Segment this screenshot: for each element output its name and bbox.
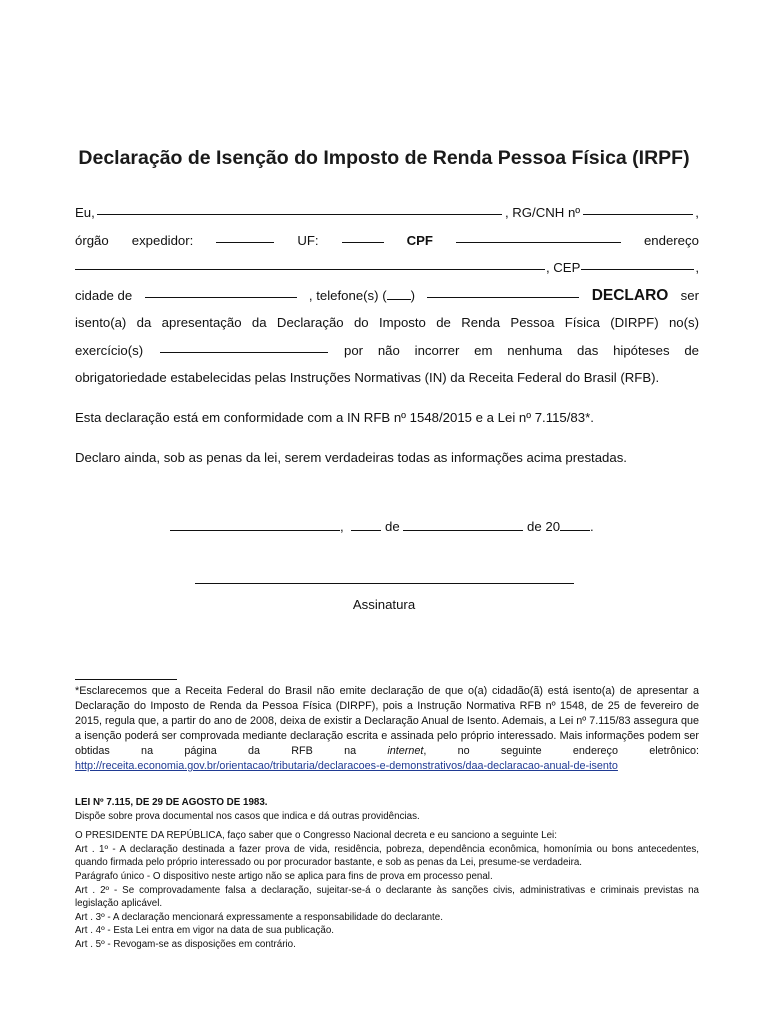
label-declaro: DECLARO (591, 286, 669, 304)
city-field[interactable] (145, 282, 297, 298)
label-eu: Eu, (75, 205, 95, 220)
label-telefone: , telefone(s) ( (308, 287, 387, 303)
law-art3: Art . 3º - A declaração mencionará expressamente a responsabilidade do declarante. (75, 911, 443, 923)
signature-label: Assinatura (352, 597, 416, 612)
uf-field[interactable] (342, 227, 384, 243)
label-cpf: CPF (406, 232, 433, 248)
law-text (75, 796, 699, 952)
footnote-text-end: , no seguinte endereço eletrônico: (423, 745, 700, 757)
label-expedidor: expedidor: (131, 232, 194, 248)
law-art1: Art . 1º - A declaração destinada a fazer prova de vida, residência, pobreza, dependência econômica, homonímia ou bons antecedentes, quando firmada pelo próprio interessado ou por procurador bastante, e sob as penas da Lei, presume-se verdadeira. (75, 843, 699, 869)
label-exercicio: exercício(s) (75, 342, 144, 358)
date-comma: , (340, 519, 344, 534)
footnote-internet: internet (387, 745, 424, 757)
exercicio-field[interactable] (160, 337, 328, 353)
footnote-separator (75, 679, 177, 680)
day-field[interactable] (351, 515, 381, 531)
declaro-ainda-text: Declaro ainda, sob as penas da lei, serem verdadeiras todas as informações acima prestadas. (75, 450, 627, 465)
line-city (75, 282, 699, 310)
exercicio-rest: por não incorrer em nenhuma das hipóteses de (344, 342, 699, 358)
label-de-20: de 20 (527, 519, 561, 534)
law-art2: Art . 2º - Se comprovadamente falsa a declaração, sujeitar-se-á o declarante às sanções civis, administrativas e criminais previstas na legislação aplicável. (75, 884, 699, 910)
footnote (75, 684, 699, 774)
label-uf: UF: (297, 232, 319, 248)
law-title: LEI Nº 7.115, DE 29 DE AGOSTO DE 1983. (75, 797, 268, 808)
label-orgao: órgão (75, 232, 109, 248)
label-de-1: de (385, 519, 400, 534)
label-rg: , RG/CNH nº (504, 205, 581, 220)
line-obrigatoriedade: obrigatoriedade estabelecidas pelas Instruções Normativas (IN) da Receita Federal do Brasil (RFB). (75, 370, 660, 385)
date-line (170, 515, 594, 534)
label-close-paren: ) (410, 287, 415, 303)
phone-field[interactable] (427, 282, 579, 298)
conformidade-text: Esta declaração está em conformidade com a IN RFB nº 1548/2015 e a Lei nº 7.115/83*. (75, 410, 594, 425)
cpf-field[interactable] (456, 227, 621, 243)
year-field[interactable] (560, 515, 590, 531)
law-art4: Art . 4º - Esta Lei entra em vigor na data de sua publicação. (75, 925, 334, 937)
line-isento (75, 309, 699, 337)
law-paragrafo: Parágrafo único - O dispositivo neste artigo não se aplica para fins de prova em processo penal. (75, 870, 493, 882)
orgao-field[interactable] (216, 227, 274, 243)
month-field[interactable] (403, 515, 523, 531)
line-orgao (75, 227, 699, 255)
date-end: . (590, 519, 594, 534)
label-cidade: cidade de (75, 287, 133, 303)
signature-line[interactable] (195, 583, 574, 584)
rg-field[interactable] (583, 199, 693, 215)
label-endereco: endereço (643, 232, 699, 248)
rfb-link[interactable]: http://receita.economia.gov.br/orientacao/tributaria/declaracoes-e-demonstrativos/daa-declaracao-anual-de-isento (75, 760, 618, 772)
line-name (75, 199, 699, 227)
place-field[interactable] (170, 515, 340, 531)
label-ser: ser (680, 287, 699, 303)
document-title: Declaração de Isenção do Imposto de Renda Pessoa Física (IRPF) (78, 147, 690, 169)
line1-end: , (695, 205, 699, 220)
phone-area-field[interactable] (387, 284, 411, 300)
law-art5: Art . 5º - Revogam-se as disposições em contrário. (75, 938, 296, 950)
line-exercicio (75, 337, 699, 365)
footnote-text-start: *Esclarecemos que a Receita Federal do Brasil não emite declaração de que o(a) cidadão(ã) está isento(a) de apresentar a Declaração do Imposto de Renda da Pessoa Física (DIRPF), pois a Instrução Normativa RFB nº 1548, de 25 de fevereiro de 2015, regula que, a partir do ano de 2008, deixa de existir a Declaração Anual de Isento. Ademais, a Lei nº 7.115/83 assegura que a isenção poderá ser comprovada mediante declaração escrita e assinada pelo próprio interessado. Mais informações podem ser obtidas na página da RFB na (75, 685, 699, 757)
name-field[interactable] (97, 199, 502, 215)
declaration-body (75, 199, 699, 392)
address-field[interactable] (75, 254, 545, 270)
law-subtitle: Dispõe sobre prova documental nos casos que indica e dá outras providências. (75, 810, 420, 822)
cep-field[interactable] (581, 254, 694, 270)
isento-text: isento(a) da apresentação da Declaração do Imposto de Renda Pessoa Física (DIRPF) no(s) (75, 315, 699, 330)
law-preamble: O PRESIDENTE DA REPÚBLICA, faço saber que o Congresso Nacional decreta e eu sanciono a seguinte Lei: (75, 830, 557, 842)
line3-end: , (695, 260, 699, 275)
label-cep: , CEP (545, 260, 581, 275)
line-address (75, 254, 699, 282)
